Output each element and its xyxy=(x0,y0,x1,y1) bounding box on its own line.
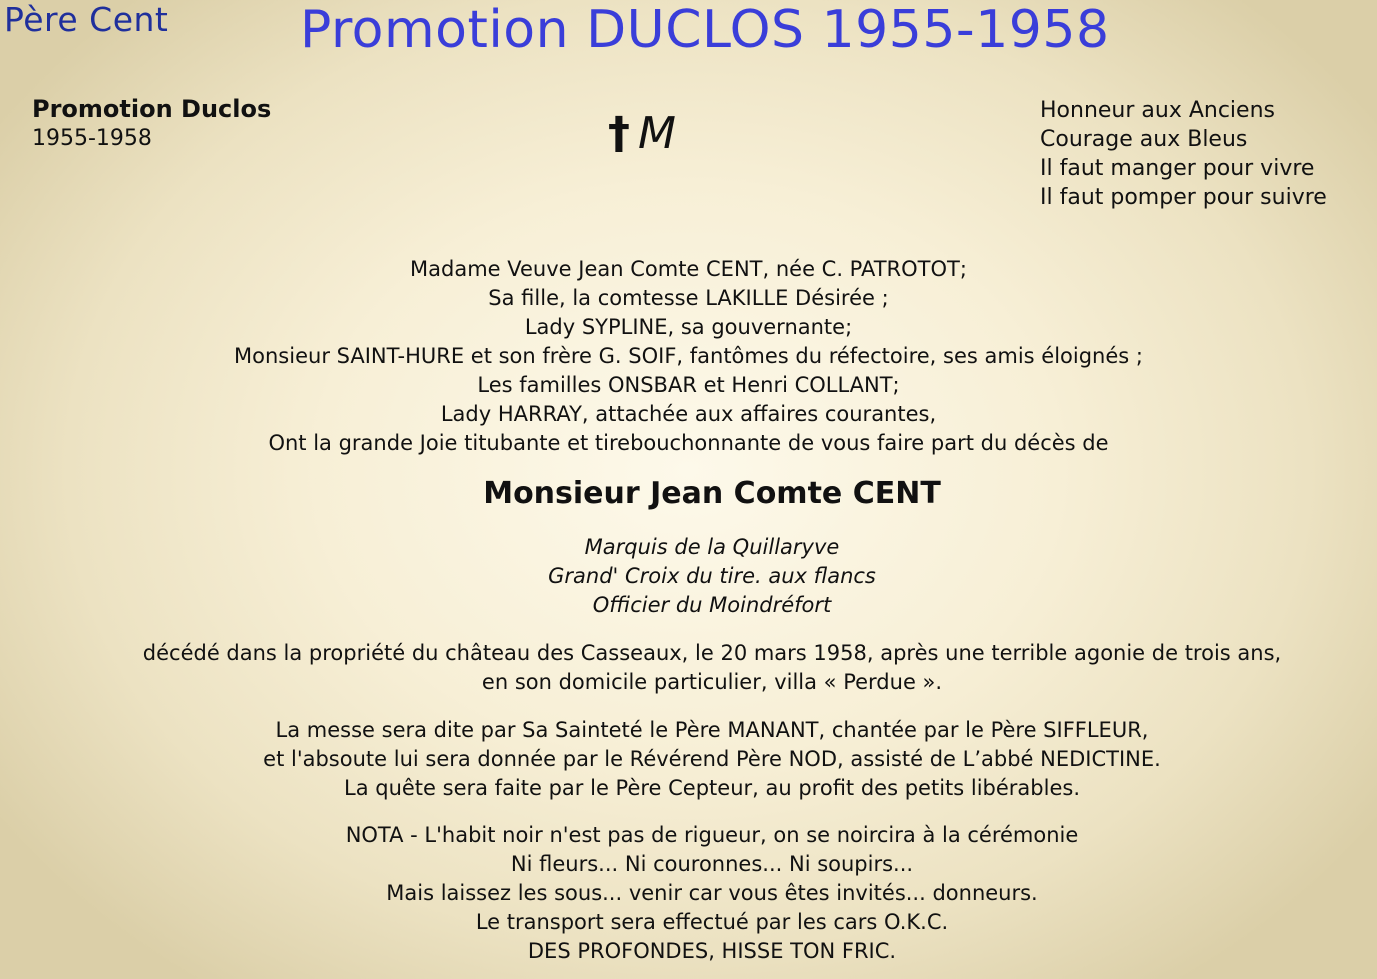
motto-line: Courage aux Bleus xyxy=(1040,127,1248,152)
promotion-years: 1955-1958 xyxy=(32,126,152,151)
page-title: Promotion DUCLOS 1955-1958 xyxy=(300,0,1110,60)
family-announcement xyxy=(0,255,1377,458)
title-line: Officier du Moindréfort xyxy=(592,593,832,617)
family-line: Ont la grande Joie titubante et tirebouchonnante de vous faire part du décès de xyxy=(268,431,1109,455)
deceased-name: Monsieur Jean Comte CENT xyxy=(483,476,941,511)
death-details xyxy=(12,639,1377,697)
mass-details xyxy=(12,716,1377,803)
mass-line: La quête sera faite par le Père Cepteur, au profit des petits libérables. xyxy=(344,776,1080,800)
title-line: Grand' Croix du tire. aux flancs xyxy=(548,564,876,588)
cross-icon: † xyxy=(608,108,630,159)
title-line: Marquis de la Quillaryve xyxy=(584,535,840,559)
nota-line: Ni fleurs... Ni couronnes... Ni soupirs... xyxy=(510,852,914,876)
promotion-block xyxy=(32,94,271,154)
mass-line: et l'absoute lui sera donnée par le Révérend Père NOD, assisté de L’abbé NEDICTINE. xyxy=(263,747,1161,771)
nota-block xyxy=(12,821,1377,966)
honorific-titles xyxy=(12,533,1377,620)
nota-line: DES PROFONDES, HISSE TON FRIC. xyxy=(527,939,897,963)
death-line: décédé dans la propriété du château des Casseaux, le 20 mars 1958, après une terrible agonie de trois ans, xyxy=(142,641,1282,665)
cross-mark xyxy=(608,108,676,159)
motto-line: Honneur aux Anciens xyxy=(1040,98,1275,123)
motto-line: Il faut manger pour vivre xyxy=(1040,156,1315,181)
cross-initial: M xyxy=(638,108,676,159)
mass-line: La messe sera dite par Sa Sainteté le Père MANANT, chantée par le Père SIFFLEUR, xyxy=(275,718,1149,742)
motto-block xyxy=(1040,96,1327,212)
family-line: Les familles ONSBAR et Henri COLLANT; xyxy=(477,373,900,397)
death-line: en son domicile particulier, villa « Perdue ». xyxy=(481,670,943,694)
nota-line: Mais laissez les sous... venir car vous êtes invités... donneurs. xyxy=(386,881,1038,905)
motto-line: Il faut pomper pour suivre xyxy=(1040,185,1327,210)
family-line: Sa fille, la comtesse LAKILLE Désirée ; xyxy=(488,286,889,310)
nota-line: Le transport sera effectué par les cars O.K.C. xyxy=(475,910,949,934)
family-line: Madame Veuve Jean Comte CENT, née C. PATROTOT; xyxy=(410,257,967,281)
family-line: Lady HARRAY, attachée aux affaires courantes, xyxy=(440,402,937,426)
promotion-name: Promotion Duclos xyxy=(32,95,272,123)
family-line: Monsieur SAINT-HURE et son frère G. SOIF, fantômes du réfectoire, ses amis éloignés ; xyxy=(234,344,1143,368)
nota-line: NOTA - L'habit noir n'est pas de rigueur, on se noircira à la cérémonie xyxy=(345,823,1079,847)
corner-label: Père Cent xyxy=(4,0,169,39)
family-line: Lady SYPLINE, sa gouvernante; xyxy=(524,315,853,339)
